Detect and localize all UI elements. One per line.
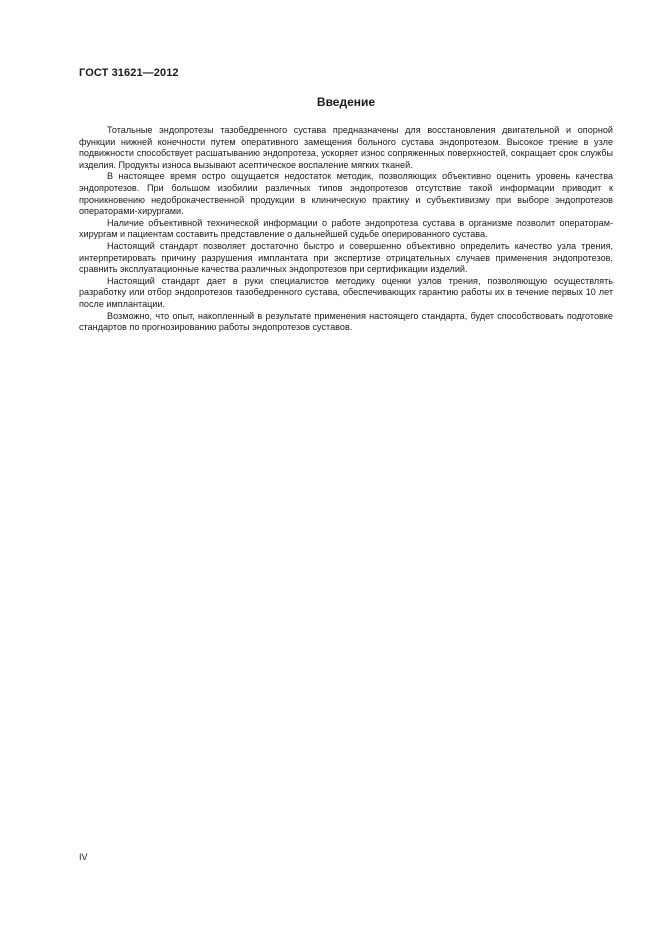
paragraph-3: Наличие объективной технической информации о работе эндопротеза сустава в организме позволит операторам-хирургам и пациентам составить представление о дальнейшей судьбе оперированного сустава. <box>79 217 613 240</box>
paragraph-4: Настоящий стандарт позволяет достаточно быстро и совершенно объективно определить качество узла трения, интерпретировать причину разрушения имплантата при экспертизе отрицательных случаев применения эндопротезов, сравнить эксплуатационные качества различных эндопротезов при сертификации изделий. <box>79 240 613 275</box>
section-title: Введение <box>316 95 376 109</box>
page-number: IV <box>79 852 88 862</box>
document-header-standard-code: ГОСТ 31621—2012 <box>79 67 179 79</box>
paragraph-2: В настоящее время остро ощущается недостаток методик, позволяющих объективно оценить уровень качества эндопротезов. При большом изобилии различных типов эндопротезов отсутствие такой информации приводит к проникновению недоброкачественной продукции в клиническую практику и субъективизму при выборе эндопротезов операторами-хирургами. <box>79 171 613 217</box>
paragraph-5: Настоящий стандарт дает в руки специалистов методику оценки узлов трения, позволяющую осуществлять разработку или отбор эндопротезов тазобедренного сустава, обеспечивающих гарантию работы их в течение первых 10 лет после имплантации. <box>79 275 613 309</box>
section-body <box>79 125 613 334</box>
paragraph-1: Тотальные эндопротезы тазобедренного сустава предназначены для восстановления двигательной и опорной функции нижней конечности путем оперативного замещения больного сустава эндопротезом. Высокое трение в узле подвижности способствует расшатыванию эндопротеза, ускоряет износ сопряженных поверхностей, сокращает срок службы изделия. Продукты износа вызывают асептическое воспаление мягких тканей. <box>79 125 613 170</box>
paragraph-6: Возможно, что опыт, накопленный в результате применения настоящего стандарта, будет способствовать подготовке стандартов по прогнозированию работы эндопротезов суставов. <box>79 310 613 333</box>
